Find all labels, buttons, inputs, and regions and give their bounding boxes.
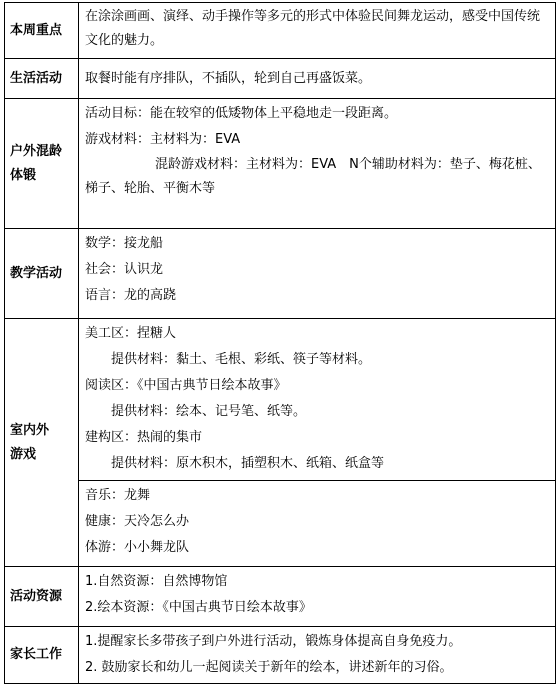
label-teaching: 教学活动 — [5, 229, 79, 319]
content-area-games — [79, 319, 556, 481]
content-life-activity — [79, 59, 556, 99]
area-building: 建构区：热闹的集市 — [85, 430, 203, 445]
area-art-materials: 提供材料：黏土、毛根、彩纸、筷子等材料。 — [111, 352, 372, 367]
row-teaching — [5, 229, 556, 319]
outdoor-materials: 游戏材料：主材料为：EVA — [85, 132, 241, 147]
row-outdoor-exercise — [5, 99, 556, 229]
label-parent-work: 家长工作 — [5, 627, 79, 684]
row-parent-work — [5, 627, 556, 684]
row-weekly-focus — [5, 3, 556, 59]
resource-nature: 1.自然资源：自然博物馆 — [85, 574, 228, 589]
content-parent-work — [79, 627, 556, 684]
row-indoor-outdoor-games-2 — [5, 481, 556, 567]
label-weekly-focus: 本周重点 — [5, 3, 79, 59]
outdoor-goal: 活动目标：能在较窄的低矮物体上平稳地走一段距离。 — [85, 106, 398, 121]
teaching-social: 社会：认识龙 — [85, 262, 164, 277]
parent-item-2: 2. 鼓励家长和幼儿一起阅读关于新年的绘本，讲述新年的习俗。 — [85, 660, 453, 675]
teaching-math: 数学：接龙船 — [85, 236, 164, 251]
area-reading-materials: 提供材料：绘本、记号笔、纸等。 — [111, 404, 307, 419]
area-building-materials: 提供材料：原木积木，插塑积木、纸箱、纸盒等 — [111, 456, 385, 471]
game-sport: 体游：小小舞龙队 — [85, 540, 190, 555]
area-reading: 阅读区：《中国古典节日绘本故事》 — [85, 378, 287, 393]
content-outdoor-exercise — [79, 99, 556, 229]
parent-item-1: 1.提醒家长多带孩子到户外进行活动，锻炼身体提高自身免疫力。 — [85, 634, 462, 649]
outdoor-mixed-materials: 混龄游戏材料：主材料为：EVA N个辅助材料为：垫子、梅花桩、梯子、轮胎、平衡木等 — [85, 157, 541, 196]
label-outdoor-exercise: 户外混龄 体锻 — [5, 99, 79, 229]
content-teaching — [79, 229, 556, 319]
content-weekly-focus — [79, 3, 556, 59]
row-life-activity — [5, 59, 556, 99]
label-resources: 活动资源 — [5, 567, 79, 627]
row-resources — [5, 567, 556, 627]
life-activity-text: 取餐时能有序排队，不插队，轮到自己再盛饭菜。 — [85, 70, 372, 86]
resource-books: 2.绘本资源：《中国古典节日绘本故事》 — [85, 600, 312, 615]
label-life-activity: 生活活动 — [5, 59, 79, 99]
teaching-language: 语言：龙的高跷 — [85, 288, 177, 303]
game-health: 健康：天冷怎么办 — [85, 514, 190, 529]
game-music: 音乐：龙舞 — [85, 488, 151, 503]
weekly-plan-table — [4, 2, 556, 684]
content-other-games — [79, 481, 556, 567]
content-resources — [79, 567, 556, 627]
label-indoor-outdoor-games: 室内外 游戏 — [5, 319, 79, 567]
row-indoor-outdoor-games — [5, 319, 556, 481]
weekly-focus-text: 在涂涂画画、演绎、动手操作等多元的形式中体验民间舞龙运动，感受中国传统文化的魅力。 — [85, 9, 541, 48]
area-art: 美工区：捏糖人 — [85, 326, 177, 341]
